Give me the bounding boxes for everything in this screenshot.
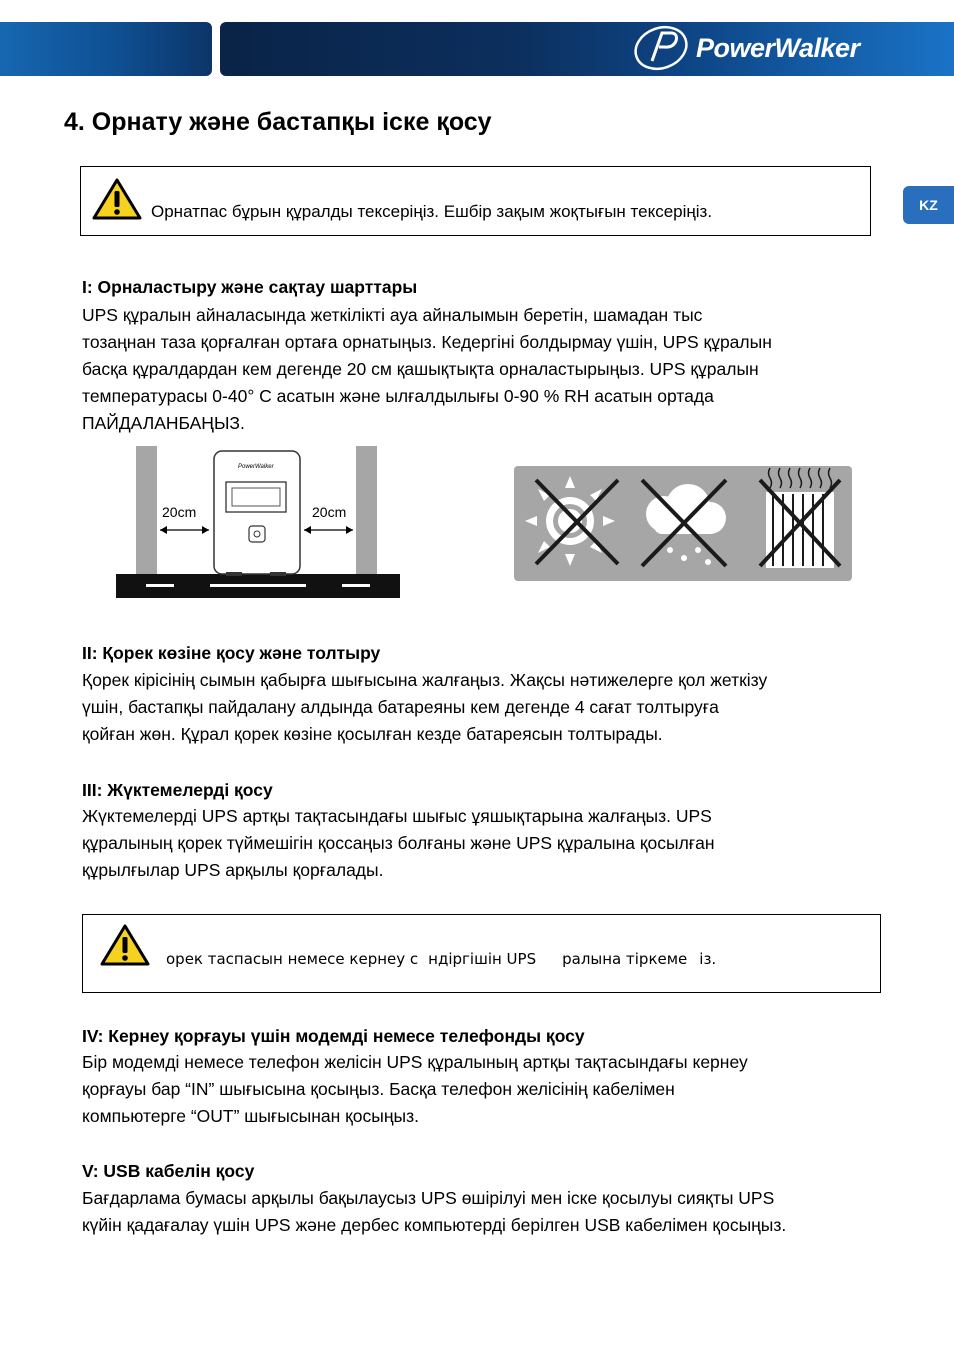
brand-name: PowerWalker <box>696 32 860 63</box>
section-heading: V: USB кабелін қосу <box>82 1161 255 1181</box>
section-paragraph <box>82 302 772 437</box>
paragraph-line: қойған жөн. Құрал қорек көзіне қосылған кезде батареясын толтырады. <box>82 724 663 744</box>
warning-icon <box>91 177 143 221</box>
language-tab[interactable]: KZ <box>903 186 954 224</box>
section-heading: I: Орналастыру және сақтау шарттары <box>82 277 418 297</box>
paragraph-line: күйін қадағалау үшін UPS және дербес компьютерді берілген USB кабелімен қосыңыз. <box>82 1215 787 1235</box>
section-heading: III: Жүктемелерді қосу <box>82 780 273 800</box>
paragraph-line: UPS құралын айналасында жеткілікті ауа айналымын беретін, шамадан тыс <box>82 305 703 325</box>
section-paragraph <box>82 803 715 884</box>
paragraph-line: тозаңнан таза қорғалған ортаға орнатыңыз. Кедергіні болдырмау үшін, UPS құралын <box>82 332 772 352</box>
environment-restrictions-figure <box>514 466 852 581</box>
warning-box <box>82 914 881 993</box>
warning-text-part: ралына тіркеме <box>562 950 688 968</box>
paragraph-line: құралының қорек түймешігін қоссаңыз болғаны және UPS құралына қосылған <box>82 833 715 853</box>
warning-text-part: ндіргішін UPS <box>428 950 537 968</box>
section-paragraph <box>82 667 767 748</box>
paragraph-line: температурасы 0-40° C асатын және ылғалдылығы 0-90 % RH асатын ортада <box>82 386 714 406</box>
header-bar-left <box>0 22 212 76</box>
page-title: 4. Орнату және бастапқы іске қосу <box>64 108 492 136</box>
warning-text-part: із. <box>699 950 717 968</box>
section-heading: II: Қорек көзіне қосу және толтыру <box>82 643 381 663</box>
paragraph-line: басқа құралдардан кем дегенде 20 см қашықтықта орналастырыңыз. UPS құралын <box>82 359 759 379</box>
paragraph-line: Қорек кірісінің сымын қабырға шығысына жалғаңыз. Жақсы нәтижелерге қол жеткізу <box>82 670 768 690</box>
paragraph-line: Бір модемді немесе телефон желісін UPS құралының артқы тақтасындағы кернеу <box>82 1052 748 1072</box>
warning-box <box>80 166 871 236</box>
ups-placement-figure <box>116 446 400 598</box>
distance-label-left: 20cm <box>162 504 197 520</box>
warning-text-part: орек таспасын немесе кернеу с <box>166 950 419 968</box>
section-heading: IV: Кернеу қорғауы үшін модемді немесе телефонды қосу <box>82 1026 585 1046</box>
section-paragraph <box>82 1049 748 1130</box>
paragraph-line: Бағдарлама бумасы арқылы бақылаусыз UPS өшірілуі мен іске қосылуы сияқты UPS <box>82 1188 775 1208</box>
brand-logo <box>632 24 860 72</box>
distance-label-right: 20cm <box>312 504 347 520</box>
ups-brand-label: PowerWalker <box>238 464 274 470</box>
paragraph-line: Жүктемелерді UPS артқы тақтасындағы шығыс ұяшықтарына жалғаңыз. UPS <box>82 806 712 826</box>
paragraph-line: ПАЙДАЛАНБАҢЫЗ. <box>82 413 245 433</box>
paragraph-line: үшін, бастапқы пайдалану алдында батареяны кем дегенде 4 сағат толтыруға <box>82 697 719 717</box>
paragraph-line: компьютерге “OUT” шығысынан қосыңыз. <box>82 1106 419 1126</box>
warning-icon <box>99 923 151 967</box>
paragraph-line: құрылғылар UPS арқылы қорғалады. <box>82 860 384 880</box>
warning-text: Орнатпас бұрын құралды тексеріңіз. Ешбір зақым жоқтығын тексеріңіз. <box>151 202 713 221</box>
warning-text <box>166 950 716 968</box>
paragraph-line: қорғауы бар “IN” шығысына қосыңыз. Басқа телефон желісінің кабелімен <box>82 1079 675 1099</box>
powerwalker-logo-icon <box>632 25 690 71</box>
section-paragraph <box>82 1185 786 1239</box>
